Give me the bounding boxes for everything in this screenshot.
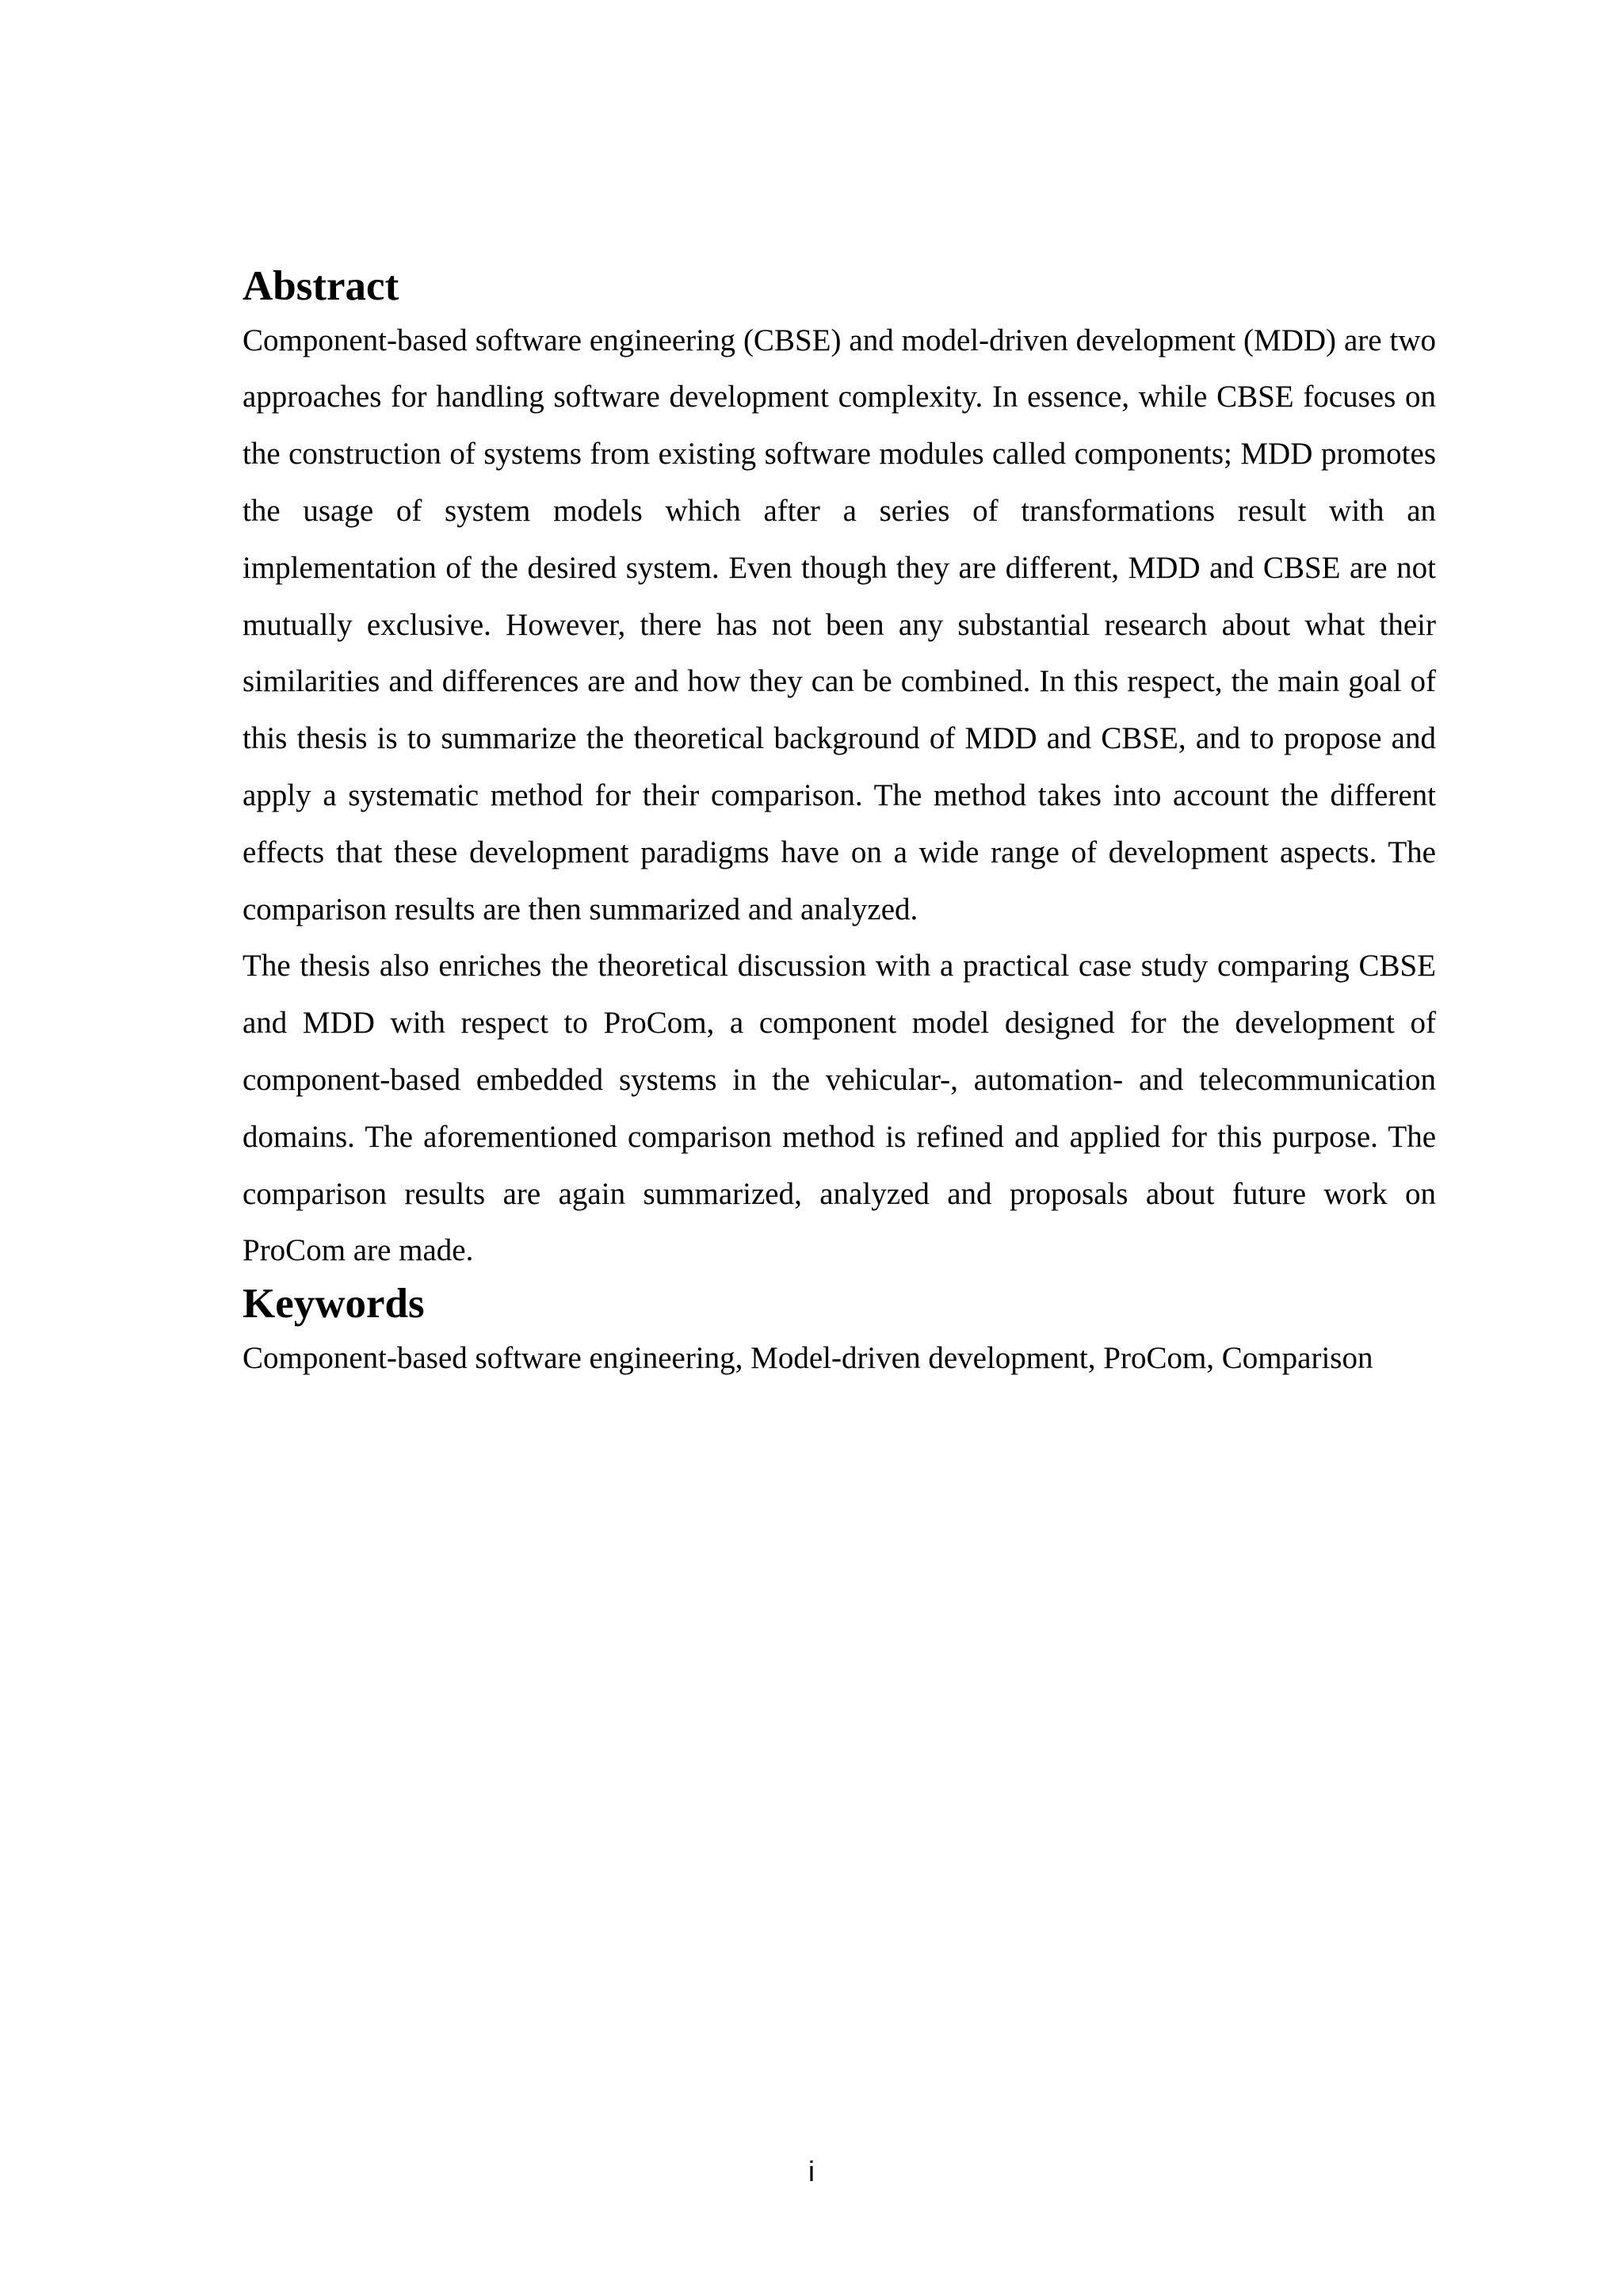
abstract-heading: Abstract — [242, 263, 399, 309]
page-number: i — [808, 2155, 815, 2187]
abstract-paragraph-1: Component-based software engineering (CBSE) and model-driven development (MDD) are two approaches for handling software development complexity. In essence, while CBSE focuses on the construction of systems from existing software modules called components; MDD promotes the usage of system models which after a series of transformations result with an implementation of the desired system. Even though they are different, MDD and CBSE are not mutually exclusive. However, there has not been any substantial research about what their similarities and differences are and how they can be combined. In this respect, the main goal of this thesis is to summarize the theoretical background of MDD and CBSE, and to propose and apply a systematic method for their comparison. The method takes into account the different effects that these development paradigms have on a wide range of development aspects. The comparison results are then summarized and analyzed. — [242, 323, 1436, 926]
keywords-text: Component-based software engineering, Model-driven development, ProCom, Comparison — [242, 1340, 1373, 1375]
abstract-paragraph-2: The thesis also enriches the theoretical discussion with a practical case study comparing CBSE and MDD with respect to ProCom, a component model designed for the development of component-based embedded systems in the vehicular-, automation- and telecommunication domains. The aforementioned comparison method is refined and applied for this purpose. The comparison results are again summarized, analyzed and proposals about future work on ProCom are made. — [242, 949, 1436, 1268]
page-content — [242, 262, 1436, 1387]
keywords-heading: Keywords — [242, 1281, 425, 1328]
